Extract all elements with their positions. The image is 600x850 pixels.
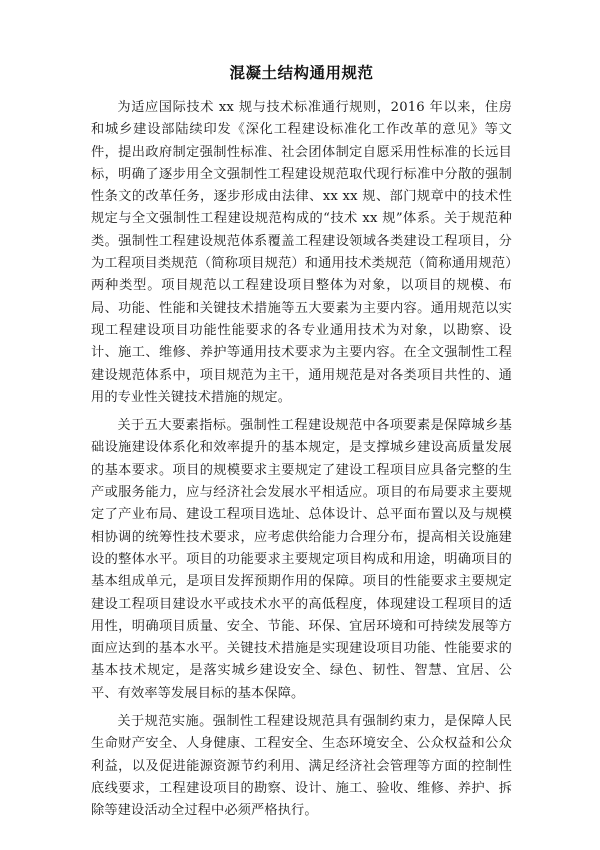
document-title: 混凝土结构通用规范 bbox=[229, 64, 374, 82]
paragraph-implementation: 关于规范实施。强制性工程建设规范具有强制约束力，是保障人民生命财产安全、人身健康、工程安全、生态环境安全、公众权益和公众利益，以及促进能源资源节约利用、满足经济社会管理等方面的控制性底线要求，工程建设项目的勘察、设计、施工、验收、维修、养护、拆除等建设活动全过程中必须严格执行。 bbox=[91, 714, 512, 819]
paragraph-intro: 为适应国际技术 xx 规与技术标准通行规则，2016 年以来，住房和城乡建设部陆续印发《深化工程建设标准化工作改革的意见》等文件，提出政府制定强制性标准、社会团体制定自愿采用性标准的长远目标，明确了逐步用全文强制性工程建设规范取代现行标准中分散的强制性条文的改革任务，逐步形成由法律、xx xx 规、部门规章中的技术性规定与全文强制性工程建设规范构成的“技术 xx 规”体系。关于规范种类。强制性工程建设规范体系覆盖工程建设领域各类建设工程项目，分为工程项目类规范（简称项目规范）和通用技术类规范（简称通用规范）两种类型。项目规范以工程建设项目整体为对象，以项目的规模、布局、功能、性能和关键技术措施等五大要素为主要内容。通用规范以实现工程建设项目功能性能要求的各专业通用技术为对象，以勘察、设计、施工、维修、养护等通用技术要求为主要内容。在全文强制性工程建设规范体系中，项目规范为主干，通用规范是对各类项目共性的、通用的专业性关键技术措施的规定。 bbox=[91, 100, 512, 405]
paragraph-five-elements: 关于五大要素指标。强制性工程建设规范中各项要素是保障城乡基础设施建设体系化和效率提升的基本规定，是支撑城乡建设高质量发展的基本要求。项目的规模要求主要规定了建设工程项目应具备完整的生产或服务能力，应与经济社会发展水平相适应。项目的布局要求主要规定了产业布局、建设工程项目选址、总体设计、总平面布置以及与规模相协调的统筹性技术要求，应考虑供给能力合理分布，提高相关设施建设的整体水平。项目的功能要求主要规定项目构成和用途，明确项目的基本组成单元，是项目发挥预期作用的保障。项目的性能要求主要规定建设工程项目建设水平或技术水平的高低程度，体现建设工程项目的适用性，明确项目质量、安全、节能、环保、宜居环境和可持续发展等方面应达到的基本水平。关键技术措施是实现建设项目功能、性能要求的基本技术规定，是落实城乡建设安全、绿色、韧性、智慧、宜居、公平、有效率等发展目标的基本保障。 bbox=[91, 418, 512, 701]
